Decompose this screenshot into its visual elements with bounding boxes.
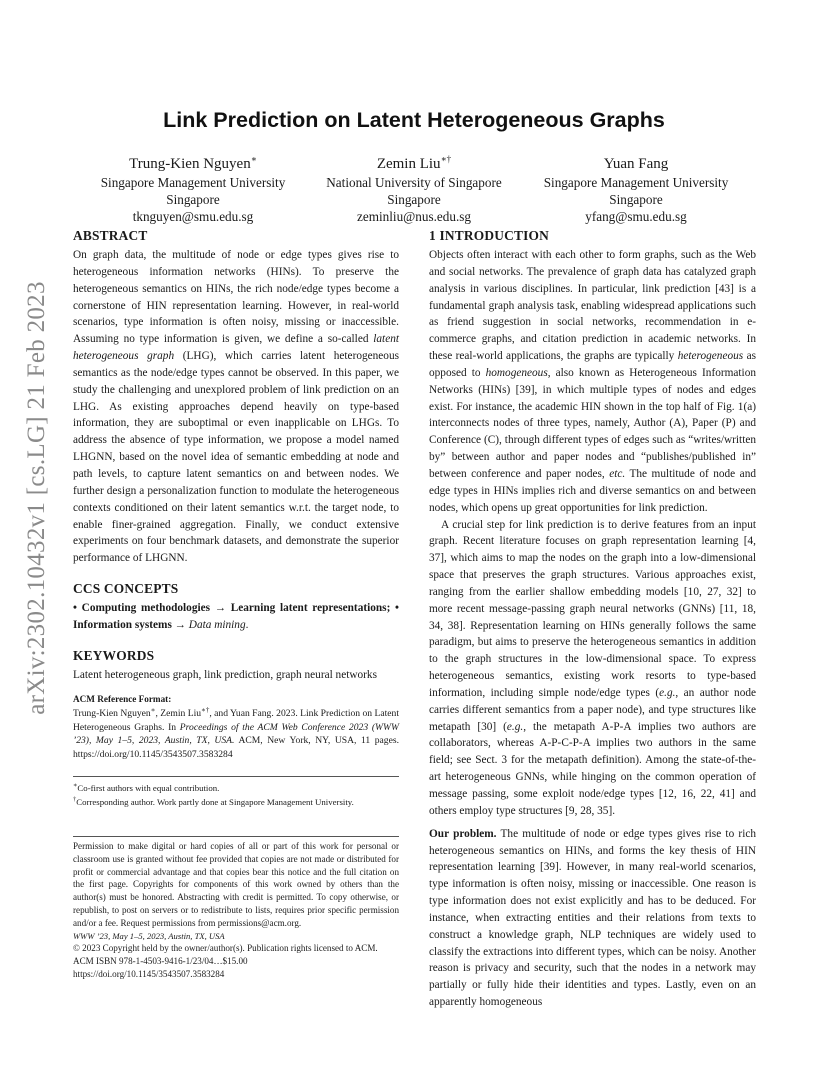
permission-isbn: ACM ISBN 978-1-4503-9416-1/23/04…$15.00	[73, 956, 248, 967]
author-country: Singapore	[609, 192, 663, 207]
author-name: Yuan Fang	[603, 156, 669, 172]
reference-format-heading: ACM Reference Format:	[73, 693, 172, 704]
author-block-3	[511, 150, 761, 225]
permission-text: Permission to make digital or hard copies of all or part of this work for personal or classroom use is granted without fee provided that copies are not made or distributed for profit or commercial advantage and that copies bear this notice and the full citation on the first page. Copyrights for components of this work owned by others than the author(s) must be honored. Abstracting with credit is permitted. To copy otherwise, or republish, to post on servers or to redistribute to lists, requires prior specific permission and/or a fee. Request permissions from permissions@acm.org.	[73, 841, 399, 928]
keywords-text: Latent heterogeneous graph, link prediction, graph neural networks	[73, 668, 377, 681]
footnote-2: †Corresponding author. Work partly done at Singapore Management University.	[73, 795, 354, 807]
permission-venue: WWW ’23, May 1–5, 2023, Austin, TX, USA	[73, 930, 225, 941]
permission-doi: https://doi.org/10.1145/3543507.3583284	[73, 968, 225, 979]
author-email: tknguyen@smu.edu.sg	[132, 209, 254, 224]
ccs-heading: CCS CONCEPTS	[73, 581, 179, 597]
permission-rule	[73, 836, 399, 837]
intro-paragraph-3: Our problem. The multitude of node or edge types gives rise to rich heterogeneous semantics on HINs, and forms the key thesis of HIN representation learning [39]. However, in many real-world scenarios, type information is often noisy, missing or inaccessible. One reason is type information does not exist explicitly and has to be deduced. For instance, when extracting entities and their relations from texts to construct a knowledge graph, NLP techniques are widely used to classify the extractions into different types, which can be noisy. Another reason is privacy and security, such that the nodes in a network may partially or fully hide their identities and types. Lastly, even on an apparently homogeneous	[429, 827, 756, 1009]
author-email: yfang@smu.edu.sg	[585, 209, 687, 224]
reference-format-text: Trung-Kien Nguyen∗, Zemin Liu∗†, and Yuan Fang. 2023. Link Prediction on Latent Heterogeneous Graphs. In Proceedings of the ACM Web Conference 2023 (WWW ’23), May 1–5, 2023, Austin, TX, USA. ACM, New York, NY, USA, 11 pages. https://doi.org/10.1145/3543507.3583284	[73, 705, 399, 761]
footnote-rule	[73, 776, 399, 777]
author-name: Zemin Liu∗†	[376, 154, 452, 172]
intro-paragraph-2: A crucial step for link prediction is to derive features from an input graph. Recent literature focuses on graph representation learning [4, 37], which aims to map the nodes on the graph into a low-dimensional space that preserves the graph structures. Various approaches exist, ranging from the earlier shallow embedding models [10, 27, 32] to more recent message-passing graph neural networks (GNNs) [11, 18, 34, 38]. Representation learning on HINs generally follows the same paradigm, but aims to preserve the heterogeneous semantics in addition to the graph structures in the low-dimensional space. To express heterogeneous semantics, existing work resorts to type-based information, including simple node/edge types (e.g., an author node carries different semantics from a paper node), and type structures like metapath [30] (e.g., the metapath A-P-A implies two authors are collaborators, whereas A-P-C-P-A implies two authors in the same field; see Sect. 3 for the metapath definition). Among the state-of-the-art heterogeneous GNNs, while hinging on the common operation of message passing, some exploit node/edge types [12, 16, 22, 41] and others employ type structures [9, 28, 35].	[429, 518, 756, 817]
author-mark: ∗†	[440, 154, 452, 164]
footnote-1: ∗Co-first authors with equal contribution.	[73, 782, 220, 793]
author-block-1	[68, 150, 318, 225]
footnotes	[73, 776, 399, 808]
intro-paragraph-1: Objects often interact with each other to form graphs, such as the Web and social networks. The prevalence of graph data has catalyzed graph analysis in various disciplines. In particular, link prediction [43] is a fundamental graph analysis task, enabling widespread applications such as friend suggestion in social networks, recommendation in e-commerce graphs, and citation prediction in academic networks. In these real-world applications, the graphs are typically heterogeneous as opposed to homogeneous, also known as Heterogeneous Information Networks (HINs) [39], in which multiple types of nodes and edges exist. For instance, the academic HIN shown in the top half of Fig. 1(a) interconnects nodes of three types, namely, Author (A), Paper (P) and Conference (C), through different types of edges such as “writes/written by” between author and paper nodes and “publishes/published in” between conference and paper nodes, etc. The multitude of node and edge types in HINs implies rich and diverse semantics on and between nodes, which opens up great opportunities for link prediction.	[429, 249, 756, 514]
permission-copyright: © 2023 Copyright held by the owner/author(s). Publication rights licensed to ACM.	[73, 943, 378, 954]
ccs-text: • Computing methodologies → Learning latent representations; • Information systems → Data mining.	[73, 602, 400, 631]
author-name: Trung-Kien Nguyen∗	[129, 154, 257, 172]
keywords-heading: KEYWORDS	[73, 647, 155, 663]
author-country: Singapore	[387, 192, 441, 207]
abstract-text: On graph data, the multitude of node or edge types gives rise to heterogeneous information networks (HINs). To preserve the heterogeneous semantics on HINs, the rich node/edge types become a cornerstone of HIN representation learning. However, in real-world scenarios, type information is often noisy, missing or inaccessible. Assuming no type information is given, we define a so-called latent heterogeneous graph (LHG), which carries latent heterogeneous semantics as the node/edge types cannot be observed. In this paper, we study the challenging and unexplored problem of link prediction on an LHG. As existing approaches depend heavily on type-based information, they are suboptimal or even inapplicable on LHGs. To address the absence of type information, we propose a model named LHGNN, based on the novel idea of semantic embedding at node and path levels, to capture latent semantics on and between nodes. We further design a personalization function to modulate the heterogeneous contexts conditioned on their latent semantics w.r.t. the target node, to enable finer-grained aggregation. Finally, we conduct extensive experiments on four benchmark datasets, and demonstrate the superior performance of LHGNN.	[73, 249, 399, 565]
author-affiliation: Singapore Management University	[543, 175, 729, 190]
author-affiliation: Singapore Management University	[100, 175, 286, 190]
permission-block	[73, 836, 399, 981]
arxiv-stamp	[22, 281, 52, 715]
author-country: Singapore	[166, 192, 220, 207]
paper-title: Link Prediction on Latent Heterogeneous Graphs	[163, 108, 665, 132]
author-affiliation: National University of Singapore	[326, 175, 502, 190]
left-column	[73, 228, 399, 762]
arxiv-stamp-text: arXiv:2302.10432v1 [cs.LG] 21 Feb 2023	[23, 281, 50, 715]
author-email: zeminliu@nus.edu.sg	[357, 209, 471, 224]
intro-heading: 1 INTRODUCTION	[429, 228, 549, 243]
author-block-2	[289, 150, 539, 225]
reference-format	[73, 694, 399, 762]
author-mark: ∗	[250, 154, 257, 164]
abstract-heading: ABSTRACT	[73, 228, 148, 243]
right-column	[429, 228, 756, 1011]
